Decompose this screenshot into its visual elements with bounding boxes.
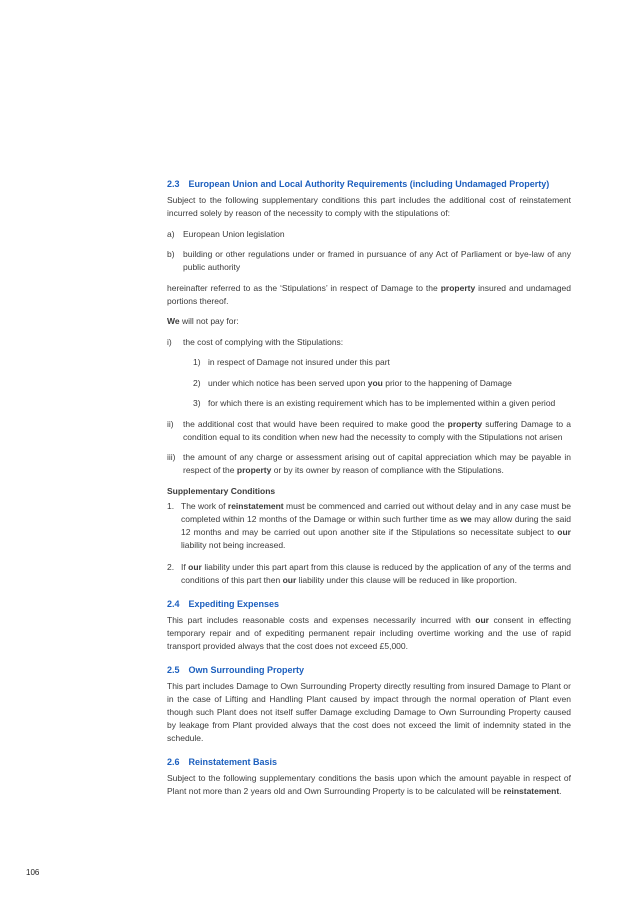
list-item-text bbox=[181, 561, 571, 587]
list-item-text bbox=[208, 356, 571, 369]
list-marker: 3) bbox=[193, 398, 201, 408]
text-run: insured and undamaged portions thereof. bbox=[167, 282, 571, 306]
document-page bbox=[167, 179, 571, 805]
defined-term: property bbox=[440, 282, 476, 293]
section-heading-2-6 bbox=[167, 757, 571, 768]
section-number: 2.3 bbox=[167, 179, 180, 189]
defined-term: our bbox=[557, 526, 571, 537]
defined-term: we bbox=[460, 513, 472, 524]
list-item-text bbox=[183, 418, 571, 444]
list-item-1 bbox=[193, 356, 571, 369]
list-item-2 bbox=[193, 377, 571, 390]
paragraph-own-surrounding-property bbox=[167, 680, 571, 745]
list-item-text bbox=[181, 500, 571, 552]
text-run: for which there is an existing requirement which has to be implemented within a given period bbox=[208, 398, 556, 408]
section-title: Expediting Expenses bbox=[188, 598, 280, 609]
text-run: prior to the happening of Damage bbox=[382, 377, 512, 388]
text-run: the cost of complying with the Stipulations: bbox=[183, 336, 344, 347]
list-item-text bbox=[183, 228, 571, 241]
section-number: 2.5 bbox=[167, 664, 180, 675]
list-item-a bbox=[167, 228, 571, 241]
defined-term: reinstatement bbox=[503, 785, 560, 796]
defined-term: reinstatement bbox=[227, 500, 284, 511]
section-title: European Union and Local Authority Requirements (including Undamaged Property) bbox=[188, 179, 550, 189]
list-item-text bbox=[183, 336, 571, 349]
list-marker: b) bbox=[167, 249, 175, 259]
section-heading-2-3 bbox=[167, 179, 571, 190]
list-item-ii bbox=[167, 418, 571, 444]
text-run: the amount of any charge or assessment arising out of capital appreciation which may be payable in respect of the bbox=[183, 452, 571, 475]
text-run: This part includes reasonable costs and expenses necessarily incurred with bbox=[167, 614, 476, 625]
section-number: 2.6 bbox=[167, 756, 180, 767]
text-run: European Union legislation bbox=[183, 228, 285, 239]
text-run: If bbox=[181, 561, 189, 572]
list-marker: iii) bbox=[167, 452, 176, 462]
section-title: Reinstatement Basis bbox=[188, 756, 278, 767]
condition-item-1 bbox=[167, 500, 571, 552]
text-run: in respect of Damage not insured under this part bbox=[208, 357, 390, 367]
text-run: will not pay for: bbox=[179, 316, 239, 326]
list-item-3 bbox=[193, 397, 571, 410]
text-run: consent in effecting temporary repair and of expediting permanent repair including overtime working and the use of rapid transport provided always that the cost does not exceed £5,000. bbox=[167, 614, 571, 651]
defined-term: our bbox=[475, 614, 489, 625]
text-run: under which notice has been served upon bbox=[208, 377, 368, 388]
defined-term: our bbox=[188, 561, 202, 572]
text-run: or by its owner by reason of compliance with the Stipulations. bbox=[271, 465, 504, 475]
paragraph-we-will-not-pay bbox=[167, 315, 571, 328]
section-number: 2.4 bbox=[167, 598, 180, 609]
paragraph-reinstatement-basis bbox=[167, 772, 571, 798]
list-marker: 2. bbox=[167, 561, 175, 572]
list-item-text bbox=[183, 451, 571, 477]
text-run: the additional cost that would have been required to make good the bbox=[183, 418, 448, 429]
text-run: hereinafter referred to as the ‘Stipulations’ in respect of Damage to the bbox=[167, 282, 441, 293]
list-item-b bbox=[167, 248, 571, 274]
text-run: This part includes Damage to Own Surrounding Property directly resulting from insured Damage to Plant or in the case of Lifting and Handling Plant caused by impact through the normal operation of Plant even though such Plant does not itself suffer Damage excluding Damage to Own Surrounding Property caused by leakage from Plant provided always that the cost does not exceed the limit of indemnity stated in the schedule. bbox=[167, 680, 571, 743]
text-run: may allow during the said 12 months and may be carried out upon another site if the Stipulations so necessitate subject to bbox=[181, 513, 571, 537]
list-item-text bbox=[183, 248, 571, 274]
text-run: Subject to the following supplementary conditions this part includes the additional cost of reinstatement incurred solely by reason of the necessity to comply with the stipulations of: bbox=[167, 195, 571, 218]
defined-term: property bbox=[236, 465, 272, 475]
defined-term: you bbox=[367, 377, 383, 388]
section-title: Own Surrounding Property bbox=[188, 664, 305, 675]
list-item-text bbox=[208, 377, 571, 390]
list-marker: 1. bbox=[167, 500, 175, 511]
list-marker: ii) bbox=[167, 418, 174, 429]
text-run: liability under this part apart from this clause is reduced by the application of any of the terms and conditions of this part then bbox=[181, 561, 571, 585]
text-run: Subject to the following supplementary conditions the basis upon which the amount payable in respect of Plant not more than 2 years old and Own Surrounding Property is to be calculated will be bbox=[167, 772, 571, 796]
text-run: The work of bbox=[181, 500, 228, 511]
paragraph-expediting-expenses bbox=[167, 614, 571, 653]
section-heading-2-4 bbox=[167, 599, 571, 610]
text-run: . bbox=[559, 785, 562, 796]
section-heading-2-5 bbox=[167, 665, 571, 676]
text-run: must be commenced and carried out without delay and in any case must be completed within 12 months of the Damage or within such further time as bbox=[181, 500, 571, 524]
condition-item-2 bbox=[167, 561, 571, 587]
subheading-supplementary-conditions: Supplementary Conditions bbox=[167, 485, 276, 496]
text-run: suffering Damage to a condition equal to its condition when new had the necessity to comply with the Stipulations not arisen bbox=[183, 418, 571, 442]
list-marker: i) bbox=[167, 336, 172, 347]
list-item-iii bbox=[167, 451, 571, 477]
list-marker: a) bbox=[167, 228, 175, 239]
text-run: building or other regulations under or framed in pursuance of any Act of Parliament or bye-law of any public authority bbox=[183, 249, 571, 272]
defined-term: our bbox=[282, 574, 297, 585]
paragraph-stipulations bbox=[167, 282, 571, 308]
text-run: liability not being increased. bbox=[181, 539, 286, 550]
text-run: liability under this clause will be reduced in like proportion. bbox=[296, 574, 517, 585]
list-item-text bbox=[208, 397, 571, 410]
page-number: 106 bbox=[26, 868, 40, 877]
defined-term: property bbox=[447, 418, 483, 429]
list-item-i bbox=[167, 336, 571, 349]
paragraph-intro-2-3 bbox=[167, 194, 571, 220]
list-marker: 1) bbox=[193, 357, 201, 367]
defined-term: We bbox=[167, 316, 180, 326]
list-marker: 2) bbox=[193, 377, 201, 388]
